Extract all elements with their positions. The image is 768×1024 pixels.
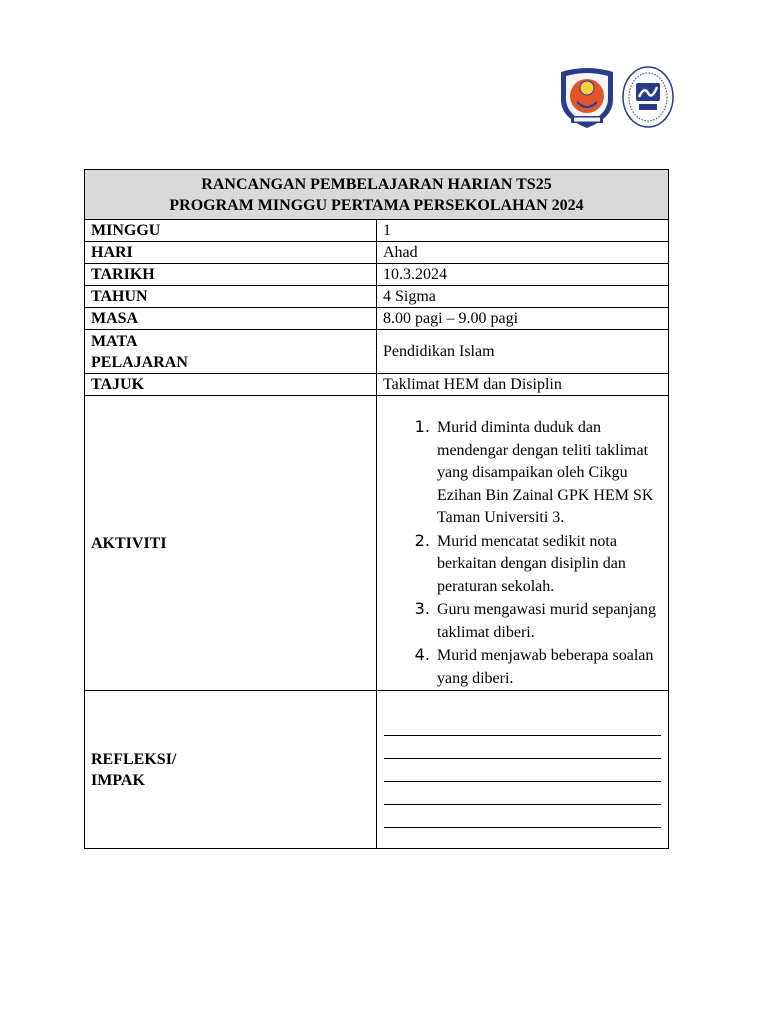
value-hari: Ahad	[377, 242, 669, 264]
aktiviti-list	[383, 416, 662, 690]
aktiviti-item: 3. Guru mengawasi murid sepanjang taklimat diberi.	[435, 598, 662, 644]
aktiviti-cell	[377, 396, 669, 691]
label-mata-pelajaran	[85, 330, 377, 374]
table-row	[85, 691, 669, 849]
table-row	[85, 308, 669, 330]
university-badge-icon	[622, 66, 674, 128]
value-tajuk: Taklimat HEM dan Disiplin	[377, 374, 669, 396]
value-masa: 8.00 pagi – 9.00 pagi	[377, 308, 669, 330]
table-row	[85, 330, 669, 374]
aktiviti-item: 4. Murid menjawab beberapa soalan yang diberi.	[435, 644, 662, 690]
table-header	[85, 170, 669, 220]
label-aktiviti: AKTIVITI	[85, 396, 377, 691]
aktiviti-item: 1. Murid diminta duduk dan mendengar dengan teliti taklimat yang disampaikan oleh Cikgu Ezihan Bin Zainal GPK HEM SK Taman Universiti 3.	[435, 416, 662, 530]
value-tarikh: 10.3.2024	[377, 264, 669, 286]
label-tahun: TAHUN	[85, 286, 377, 308]
title-line-2: PROGRAM MINGGU PERTAMA PERSEKOLAHAN 2024	[169, 196, 584, 214]
label-hari: HARI	[85, 242, 377, 264]
table-row	[85, 396, 669, 691]
label-tajuk: TAJUK	[85, 374, 377, 396]
value-tahun: 4 Sigma	[377, 286, 669, 308]
table-row	[85, 242, 669, 264]
value-minggu: 1	[377, 220, 669, 242]
label-minggu: MINGGU	[85, 220, 377, 242]
value-mata-pelajaran: Pendidikan Islam	[377, 330, 669, 374]
label-refleksi-line2: IMPAK	[91, 771, 145, 789]
writing-line[interactable]	[384, 759, 661, 782]
lesson-plan-table	[84, 169, 669, 849]
table-row	[85, 374, 669, 396]
label-refleksi-line1: REFLEKSI/	[91, 750, 177, 768]
title-line-1: RANCANGAN PEMBELAJARAN HARIAN TS25	[201, 175, 552, 193]
writing-line[interactable]	[384, 713, 661, 736]
writing-line[interactable]	[384, 805, 661, 828]
writing-line[interactable]	[384, 736, 661, 759]
table-row	[85, 286, 669, 308]
label-mata: MATA	[91, 332, 138, 350]
school-crest-icon	[557, 66, 617, 130]
writing-line[interactable]	[384, 782, 661, 805]
aktiviti-item: 2. Murid mencatat sedikit nota berkaitan dengan disiplin dan peraturan sekolah.	[435, 530, 662, 599]
table-row	[85, 220, 669, 242]
label-pelajaran: PELAJARAN	[91, 353, 188, 371]
label-masa: MASA	[85, 308, 377, 330]
label-refleksi	[85, 691, 377, 849]
table-row	[85, 264, 669, 286]
refleksi-cell	[377, 691, 669, 849]
label-tarikh: TARIKH	[85, 264, 377, 286]
